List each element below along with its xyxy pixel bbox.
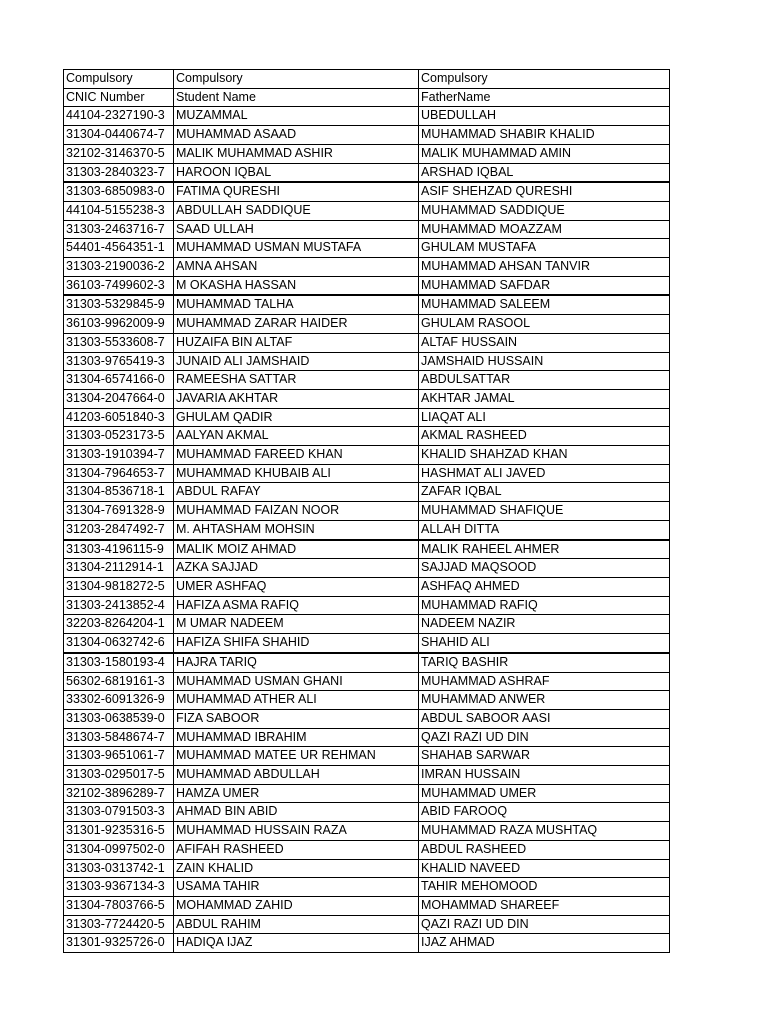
cnic-cell: 31303-5533608-7: [64, 333, 174, 352]
header-cell: Compulsory: [174, 70, 419, 89]
cnic-cell: 31304-7964653-7: [64, 464, 174, 483]
table-row: [64, 840, 670, 859]
father-name-cell: ABDUL SABOOR AASI: [419, 709, 670, 728]
cnic-cell: 32102-3146370-5: [64, 144, 174, 163]
student-name-cell: SAAD ULLAH: [174, 220, 419, 239]
student-name-cell: MUHAMMAD FAREED KHAN: [174, 446, 419, 465]
father-name-cell: GHULAM RASOOL: [419, 315, 670, 334]
father-name-cell: MALIK RAHEEL AHMER: [419, 540, 670, 559]
father-name-cell: SHAHID ALI: [419, 634, 670, 653]
student-name-cell: MUHAMMAD USMAN GHANI: [174, 672, 419, 691]
table-row: [64, 408, 670, 427]
student-records-table: [63, 69, 670, 953]
father-name-cell: HASHMAT ALI JAVED: [419, 464, 670, 483]
father-name-cell: MUHAMMAD UMER: [419, 784, 670, 803]
table-row: [64, 483, 670, 502]
student-name-cell: UMER ASHFAQ: [174, 577, 419, 596]
cnic-cell: 31304-0440674-7: [64, 126, 174, 145]
table-row: [64, 295, 670, 314]
father-name-cell: IMRAN HUSSAIN: [419, 766, 670, 785]
cnic-cell: 36103-9962009-9: [64, 315, 174, 334]
father-name-cell: QAZI RAZI UD DIN: [419, 728, 670, 747]
father-name-cell: ALTAF HUSSAIN: [419, 333, 670, 352]
cnic-cell: 31303-0295017-5: [64, 766, 174, 785]
student-name-cell: HAMZA UMER: [174, 784, 419, 803]
student-name-cell: ZAIN KHALID: [174, 859, 419, 878]
father-name-cell: AKMAL RASHEED: [419, 427, 670, 446]
student-name-cell: HUZAIFA BIN ALTAF: [174, 333, 419, 352]
father-name-cell: KHALID NAVEED: [419, 859, 670, 878]
father-name-cell: ALLAH DITTA: [419, 520, 670, 539]
table-row: [64, 446, 670, 465]
table-row: [64, 577, 670, 596]
table-row: [64, 896, 670, 915]
student-name-cell: MUHAMMAD ATHER ALI: [174, 691, 419, 710]
student-name-cell: HAROON IQBAL: [174, 163, 419, 182]
student-name-cell: MUHAMMAD ZARAR HAIDER: [174, 315, 419, 334]
cnic-cell: 31303-7724420-5: [64, 915, 174, 934]
cnic-cell: 41203-6051840-3: [64, 408, 174, 427]
student-name-cell: AFIFAH RASHEED: [174, 840, 419, 859]
cnic-cell: 31303-6850983-0: [64, 182, 174, 201]
cnic-cell: 31304-2112914-1: [64, 559, 174, 578]
cnic-cell: 31303-2463716-7: [64, 220, 174, 239]
cnic-cell: 31304-8536718-1: [64, 483, 174, 502]
table-row: [64, 634, 670, 653]
column-header-cnic: CNIC Number: [64, 88, 174, 107]
table-row: [64, 878, 670, 897]
cnic-cell: 31303-9367134-3: [64, 878, 174, 897]
table-body: [64, 70, 670, 953]
father-name-cell: JAMSHAID HUSSAIN: [419, 352, 670, 371]
student-name-cell: AZKA SAJJAD: [174, 559, 419, 578]
cnic-cell: 31303-2840323-7: [64, 163, 174, 182]
table-row: [64, 427, 670, 446]
student-name-cell: MUZAMMAL: [174, 107, 419, 126]
student-name-cell: MUHAMMAD KHUBAIB ALI: [174, 464, 419, 483]
cnic-cell: 31303-5329845-9: [64, 295, 174, 314]
father-name-cell: ZAFAR IQBAL: [419, 483, 670, 502]
student-name-cell: MUHAMMAD ASAAD: [174, 126, 419, 145]
cnic-cell: 31303-2190036-2: [64, 258, 174, 277]
column-header-student-name: Student Name: [174, 88, 419, 107]
header-row-column-names: [64, 88, 670, 107]
cnic-cell: 31304-7691328-9: [64, 502, 174, 521]
table-row: [64, 201, 670, 220]
father-name-cell: ARSHAD IQBAL: [419, 163, 670, 182]
student-name-cell: MUHAMMAD HUSSAIN RAZA: [174, 822, 419, 841]
student-name-cell: MUHAMMAD FAIZAN NOOR: [174, 502, 419, 521]
cnic-cell: 31303-9765419-3: [64, 352, 174, 371]
student-name-cell: ABDUL RAHIM: [174, 915, 419, 934]
table-row: [64, 220, 670, 239]
table-row: [64, 352, 670, 371]
table-row: [64, 822, 670, 841]
student-name-cell: FIZA SABOOR: [174, 709, 419, 728]
table-row: [64, 107, 670, 126]
student-name-cell: AMNA AHSAN: [174, 258, 419, 277]
father-name-cell: MUHAMMAD SALEEM: [419, 295, 670, 314]
father-name-cell: MUHAMMAD ASHRAF: [419, 672, 670, 691]
table-row: [64, 653, 670, 672]
father-name-cell: ASIF SHEHZAD QURESHI: [419, 182, 670, 201]
father-name-cell: MALIK MUHAMMAD AMIN: [419, 144, 670, 163]
cnic-cell: 36103-7499602-3: [64, 276, 174, 295]
father-name-cell: ABDUL RASHEED: [419, 840, 670, 859]
father-name-cell: MUHAMMAD SHAFIQUE: [419, 502, 670, 521]
father-name-cell: UBEDULLAH: [419, 107, 670, 126]
father-name-cell: TARIQ BASHIR: [419, 653, 670, 672]
table-row: [64, 126, 670, 145]
header-row-compulsory: [64, 70, 670, 89]
cnic-cell: 31304-6574166-0: [64, 371, 174, 390]
father-name-cell: SAJJAD MAQSOOD: [419, 559, 670, 578]
student-name-cell: HAFIZA ASMA RAFIQ: [174, 596, 419, 615]
father-name-cell: NADEEM NAZIR: [419, 615, 670, 634]
student-name-cell: JAVARIA AKHTAR: [174, 389, 419, 408]
student-name-cell: USAMA TAHIR: [174, 878, 419, 897]
father-name-cell: GHULAM MUSTAFA: [419, 239, 670, 258]
table-row: [64, 691, 670, 710]
table-row: [64, 520, 670, 539]
father-name-cell: TAHIR MEHOMOOD: [419, 878, 670, 897]
student-name-cell: MUHAMMAD IBRAHIM: [174, 728, 419, 747]
cnic-cell: 44104-2327190-3: [64, 107, 174, 126]
student-name-cell: FATIMA QURESHI: [174, 182, 419, 201]
student-name-cell: MUHAMMAD ABDULLAH: [174, 766, 419, 785]
father-name-cell: MUHAMMAD RAFIQ: [419, 596, 670, 615]
table-row: [64, 915, 670, 934]
table-row: [64, 803, 670, 822]
cnic-cell: 33302-6091326-9: [64, 691, 174, 710]
table-row: [64, 559, 670, 578]
cnic-cell: 31304-0632742-6: [64, 634, 174, 653]
table-row: [64, 766, 670, 785]
cnic-cell: 31303-0638539-0: [64, 709, 174, 728]
cnic-cell: 31303-0791503-3: [64, 803, 174, 822]
father-name-cell: MUHAMMAD SADDIQUE: [419, 201, 670, 220]
cnic-cell: 31304-0997502-0: [64, 840, 174, 859]
cnic-cell: 31303-1580193-4: [64, 653, 174, 672]
student-name-cell: M. AHTASHAM MOHSIN: [174, 520, 419, 539]
student-name-cell: AHMAD BIN ABID: [174, 803, 419, 822]
student-name-cell: HADIQA IJAZ: [174, 934, 419, 953]
father-name-cell: MUHAMMAD SAFDAR: [419, 276, 670, 295]
student-name-cell: MOHAMMAD ZAHID: [174, 896, 419, 915]
table-row: [64, 934, 670, 953]
cnic-cell: 56302-6819161-3: [64, 672, 174, 691]
student-name-cell: M UMAR NADEEM: [174, 615, 419, 634]
cnic-cell: 31303-1910394-7: [64, 446, 174, 465]
cnic-cell: 31304-9818272-5: [64, 577, 174, 596]
table-row: [64, 182, 670, 201]
father-name-cell: SHAHAB SARWAR: [419, 747, 670, 766]
father-name-cell: IJAZ AHMAD: [419, 934, 670, 953]
cnic-cell: 32203-8264204-1: [64, 615, 174, 634]
cnic-cell: 31303-2413852-4: [64, 596, 174, 615]
father-name-cell: MUHAMMAD ANWER: [419, 691, 670, 710]
student-name-cell: GHULAM QADIR: [174, 408, 419, 427]
father-name-cell: MOHAMMAD SHAREEF: [419, 896, 670, 915]
cnic-cell: 31301-9235316-5: [64, 822, 174, 841]
student-name-cell: ABDUL RAFAY: [174, 483, 419, 502]
student-name-cell: MUHAMMAD MATEE UR REHMAN: [174, 747, 419, 766]
cnic-cell: 31304-2047664-0: [64, 389, 174, 408]
father-name-cell: MUHAMMAD SHABIR KHALID: [419, 126, 670, 145]
father-name-cell: MUHAMMAD AHSAN TANVIR: [419, 258, 670, 277]
father-name-cell: KHALID SHAHZAD KHAN: [419, 446, 670, 465]
cnic-cell: 31303-0523173-5: [64, 427, 174, 446]
cnic-cell: 31301-9325726-0: [64, 934, 174, 953]
table-row: [64, 502, 670, 521]
cnic-cell: 31304-7803766-5: [64, 896, 174, 915]
student-name-cell: MUHAMMAD USMAN MUSTAFA: [174, 239, 419, 258]
table-row: [64, 784, 670, 803]
table-row: [64, 709, 670, 728]
table-row: [64, 276, 670, 295]
student-name-cell: MALIK MUHAMMAD ASHIR: [174, 144, 419, 163]
student-name-cell: MUHAMMAD TALHA: [174, 295, 419, 314]
father-name-cell: MUHAMMAD MOAZZAM: [419, 220, 670, 239]
cnic-cell: 31303-9651061-7: [64, 747, 174, 766]
table-row: [64, 315, 670, 334]
cnic-cell: 31303-4196115-9: [64, 540, 174, 559]
table-row: [64, 859, 670, 878]
table-row: [64, 615, 670, 634]
cnic-cell: 32102-3896289-7: [64, 784, 174, 803]
student-name-cell: HAFIZA SHIFA SHAHID: [174, 634, 419, 653]
student-name-cell: M OKASHA HASSAN: [174, 276, 419, 295]
table-row: [64, 333, 670, 352]
student-name-cell: AALYAN AKMAL: [174, 427, 419, 446]
table-row: [64, 258, 670, 277]
cnic-cell: 54401-4564351-1: [64, 239, 174, 258]
father-name-cell: QAZI RAZI UD DIN: [419, 915, 670, 934]
table-row: [64, 747, 670, 766]
table-row: [64, 540, 670, 559]
student-name-cell: MALIK MOIZ AHMAD: [174, 540, 419, 559]
father-name-cell: ASHFAQ AHMED: [419, 577, 670, 596]
table-row: [64, 144, 670, 163]
father-name-cell: AKHTAR JAMAL: [419, 389, 670, 408]
table-row: [64, 389, 670, 408]
student-name-cell: RAMEESHA SATTAR: [174, 371, 419, 390]
table-row: [64, 239, 670, 258]
father-name-cell: ABDULSATTAR: [419, 371, 670, 390]
father-name-cell: LIAQAT ALI: [419, 408, 670, 427]
table-row: [64, 371, 670, 390]
student-name-cell: JUNAID ALI JAMSHAID: [174, 352, 419, 371]
father-name-cell: ABID FAROOQ: [419, 803, 670, 822]
student-name-cell: ABDULLAH SADDIQUE: [174, 201, 419, 220]
header-cell: Compulsory: [419, 70, 670, 89]
table-row: [64, 464, 670, 483]
table-row: [64, 163, 670, 182]
table-row: [64, 596, 670, 615]
student-name-cell: HAJRA TARIQ: [174, 653, 419, 672]
cnic-cell: 31303-5848674-7: [64, 728, 174, 747]
father-name-cell: MUHAMMAD RAZA MUSHTAQ: [419, 822, 670, 841]
table-row: [64, 672, 670, 691]
cnic-cell: 31203-2847492-7: [64, 520, 174, 539]
column-header-father-name: FatherName: [419, 88, 670, 107]
cnic-cell: 44104-5155238-3: [64, 201, 174, 220]
cnic-cell: 31303-0313742-1: [64, 859, 174, 878]
table-row: [64, 728, 670, 747]
header-cell: Compulsory: [64, 70, 174, 89]
